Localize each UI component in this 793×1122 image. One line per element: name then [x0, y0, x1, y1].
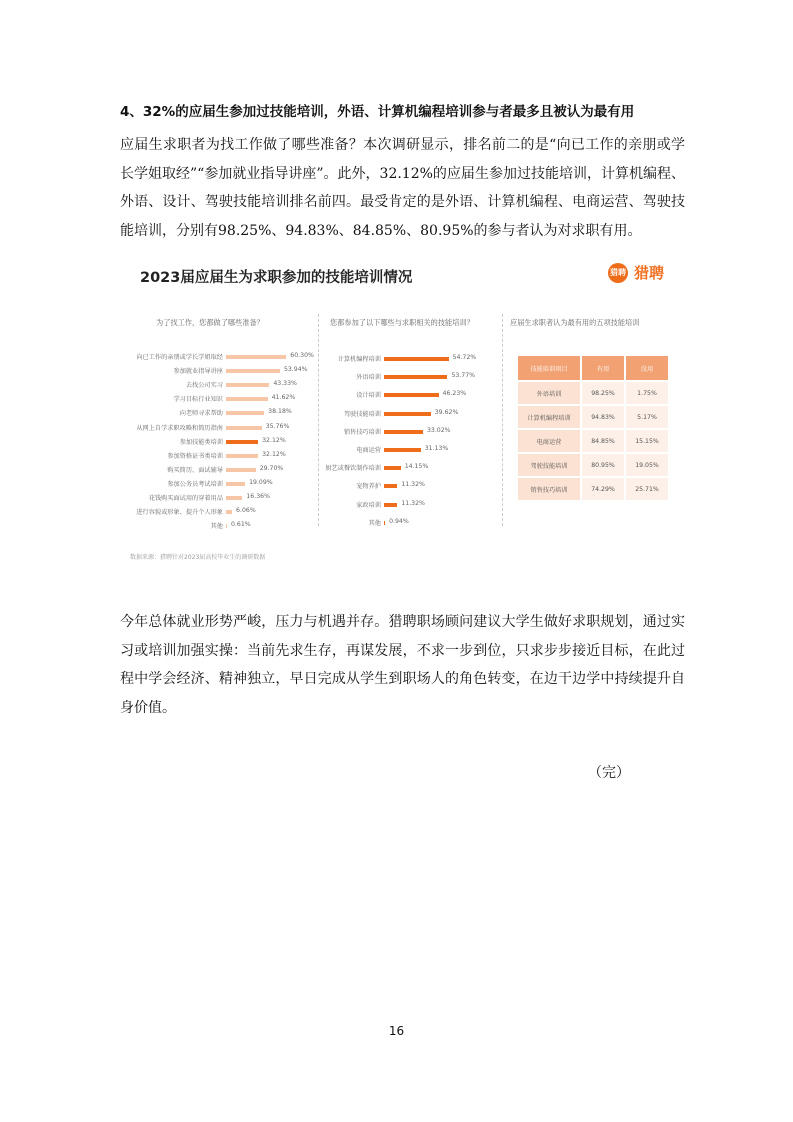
bar — [384, 375, 447, 379]
table-cell: 外语培训 — [518, 382, 580, 404]
bar — [384, 503, 397, 507]
bar — [226, 355, 286, 359]
table-cell: 98.25% — [582, 382, 624, 404]
table-row — [518, 406, 668, 428]
bar-category-label: 设计培训 — [356, 392, 381, 400]
bar-value-label: 0.94% — [389, 517, 409, 525]
bar-category-label: 从网上自学求职攻略和简历指南 — [136, 424, 223, 432]
bar-value-label: 0.61% — [231, 521, 251, 529]
bar — [384, 357, 449, 361]
bar-value-label: 16.36% — [246, 493, 270, 500]
bar-category-label: 销售技巧培训 — [343, 428, 381, 436]
table-header-item: 技能培训项目 — [518, 356, 580, 380]
bar — [226, 524, 227, 528]
bar-category-label: 厨艺或餐饮制作培训 — [325, 465, 381, 473]
bar-category-label: 参加技能类培训 — [179, 438, 223, 446]
table-cell: 80.95% — [582, 454, 624, 476]
bar-value-label: 6.06% — [236, 507, 256, 515]
table-cell: 5.17% — [626, 406, 668, 428]
table-cell: 销售技巧培训 — [518, 478, 580, 500]
bar-category-label: 宠物养护 — [356, 483, 381, 491]
bar — [384, 448, 421, 452]
bar-category-label: 去找公司实习 — [185, 382, 223, 390]
table-cell: 计算机编程培训 — [518, 406, 580, 428]
bar — [226, 510, 232, 514]
bar — [226, 426, 262, 430]
liepin-logo-icon: 猎聘 — [608, 263, 628, 283]
useful-training-table — [516, 354, 670, 502]
skills-training-figure — [118, 252, 678, 564]
bar-value-label: 54.72% — [452, 354, 477, 361]
panel1-title: 为了找工作，您都做了哪些准备？ — [156, 318, 264, 327]
page-number: 16 — [388, 1024, 405, 1038]
liepin-logo — [608, 262, 664, 283]
bar — [226, 369, 280, 373]
bar-value-label: 43.33% — [273, 380, 297, 388]
table-cell: 19.05% — [626, 454, 668, 476]
bar — [226, 468, 256, 472]
bar — [384, 393, 439, 397]
table-cell: 电商运营 — [518, 430, 580, 452]
liepin-logo-text: 猎聘 — [633, 264, 664, 282]
bar-category-label: 学习目标行业知识 — [173, 396, 223, 404]
bar-category-label: 外语培训 — [356, 374, 381, 382]
table-row — [518, 382, 668, 404]
bar-category-label: 计算机编程培训 — [337, 356, 381, 363]
end-mark: （完） — [588, 765, 630, 781]
bar-value-label: 46.23% — [442, 390, 467, 398]
bar-category-label: 参加公务员考试培训 — [167, 480, 223, 488]
bar — [384, 430, 423, 434]
bar — [384, 521, 385, 525]
bar — [226, 411, 264, 415]
bar-category-label: 家政培训 — [356, 501, 381, 509]
paragraph-conclusion: 今年总体就业形势严峻，压力与机遇并存。猎聘职场顾问建议大学生做好求职规划，通过实习或培训加强实操：当前先求生存，再谋发展，不求一步到位，只求步步接近目标，在此过程中学会经济、精神独立，早日完成从学生到职场人的角色转变，在边干边学中持续提升自身价值。 — [120, 614, 685, 716]
bar-category-label: 向已工作的亲朋或学长学姐取经 — [136, 354, 223, 361]
bar — [226, 482, 245, 486]
bar — [226, 496, 242, 500]
panel-divider — [502, 314, 503, 526]
panel-divider — [318, 314, 319, 526]
bar-category-label: 其他 — [210, 523, 223, 531]
bar — [384, 466, 401, 470]
data-source-note: 数据来源：猎聘针对2023届高校毕业生的调研数据 — [130, 554, 266, 561]
table-cell: 驾驶技能培训 — [518, 454, 580, 476]
bar-value-label: 60.30% — [290, 352, 314, 359]
bar-value-label: 53.94% — [283, 366, 308, 374]
bar-category-label: 其他 — [368, 519, 381, 527]
table-header-useless: 没用 — [626, 356, 668, 380]
panel3-title: 应届生求职者认为最有用的五项技能培训 — [510, 318, 640, 327]
bar-value-label: 19.09% — [249, 478, 273, 486]
bar-category-label: 向老师寻求帮助 — [179, 410, 223, 418]
section-heading: 4、32%的应届生参加过技能培训，外语、计算机编程培训参与者最多且被认为最有用 — [120, 104, 635, 120]
bar — [384, 484, 397, 488]
table-cell: 1.75% — [626, 382, 668, 404]
paragraph-intro: 应届生求职者为找工作做了哪些准备？本次调研显示，排名前二的是“向已工作的亲朋或学长学姐取经”“参加就业指导讲座”。此外，32.12%的应届生参加过技能培训，计算机编程、外语、设计、驾驶技能培训排名前四。最受肯定的是外语、计算机编程、电商运营、驾驶技能培训，分别有98.25%、94.83%、84.85%、80.95%的参与者认为对求职有用。 — [120, 137, 685, 239]
bar-value-label: 38.18% — [268, 408, 292, 416]
bar-value-label: 11.32% — [401, 499, 425, 507]
bar-category-label: 参加就业指导讲座 — [173, 368, 223, 376]
bar-value-label: 32.12% — [262, 436, 286, 444]
figure-title: 2023届应届生为求职参加的技能培训情况 — [140, 270, 413, 286]
bar — [226, 440, 258, 444]
bar-value-label: 39.62% — [434, 408, 459, 416]
bar-category-label: 进行容貌或形象、提升个人形象 — [136, 509, 223, 517]
table-row — [518, 430, 668, 452]
bar-category-label: 参加资格证书类培训 — [167, 452, 223, 460]
bar-value-label: 41.62% — [271, 394, 296, 402]
bar-value-label: 35.76% — [265, 422, 290, 430]
table-header-useful: 有用 — [582, 356, 624, 380]
bar-value-label: 14.15% — [404, 463, 429, 471]
bar-category-label: 驾驶技能培训 — [343, 410, 381, 418]
table-cell: 94.83% — [582, 406, 624, 428]
panel2-title: 您都参加了以下哪些与求职相关的技能培训？ — [330, 318, 474, 327]
table-cell: 15.15% — [626, 430, 668, 452]
bar-category-label: 花钱购买面试用的穿着用品 — [148, 495, 223, 502]
bar-value-label: 31.13% — [424, 445, 449, 452]
bar-value-label: 29.70% — [259, 464, 284, 472]
bar — [226, 454, 258, 458]
table-row — [518, 454, 668, 476]
table-row — [518, 478, 668, 500]
table-cell: 25.71% — [626, 478, 668, 500]
bar-value-label: 53.77% — [451, 372, 476, 380]
table-cell: 84.85% — [582, 430, 624, 452]
bar-category-label: 购买简历、面试辅导 — [167, 466, 223, 474]
bar — [384, 412, 431, 416]
bar-value-label: 32.12% — [262, 450, 286, 458]
table-cell: 74.29% — [582, 478, 624, 500]
bar-value-label: 11.32% — [401, 481, 425, 489]
bar — [226, 383, 269, 387]
bar-value-label: 33.02% — [426, 426, 451, 434]
bar — [226, 397, 268, 401]
bar-category-label: 电商运营 — [356, 447, 381, 454]
